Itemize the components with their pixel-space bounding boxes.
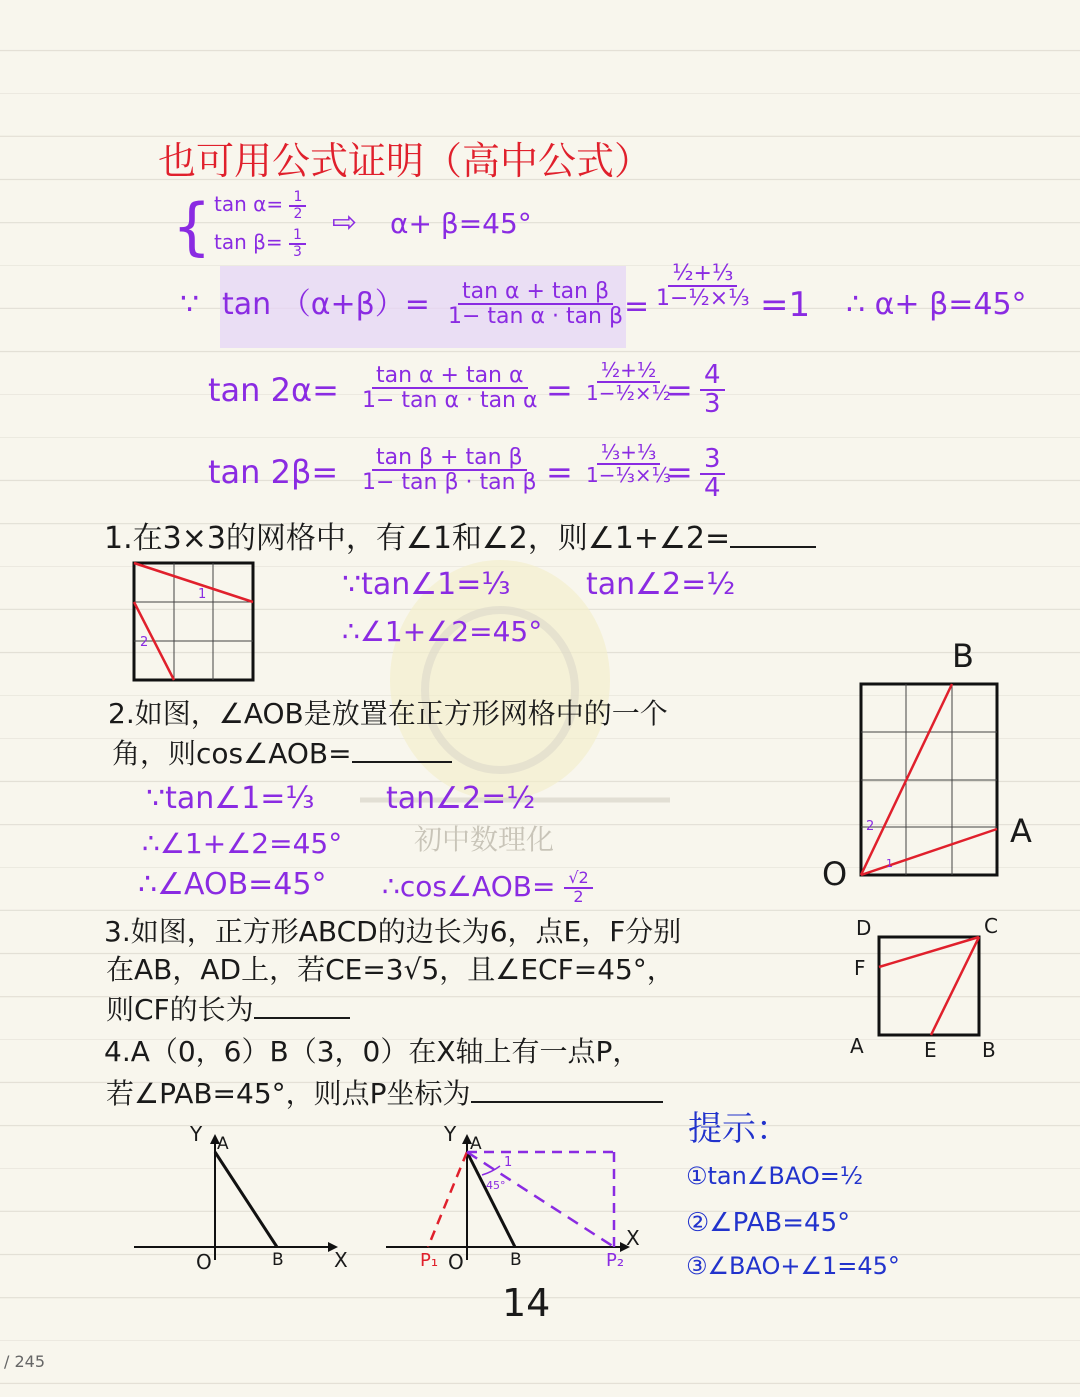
because-symbol: ∵: [180, 287, 200, 322]
tan-sum-lhs: tan （α+β）=: [222, 287, 430, 322]
q1-angle-1-label: 1: [198, 587, 207, 602]
equals-sign: =: [666, 371, 693, 409]
q2-angle-1-label: 1: [886, 857, 893, 870]
q4-fig2-o-label: O: [448, 1250, 464, 1274]
tan-sum-result: =1: [760, 285, 811, 325]
q1-solution-3: ∴∠1+∠2=45°: [342, 615, 543, 648]
q1-solution-2: tan∠2=½: [586, 567, 736, 602]
q2-solution-3: ∴∠1+∠2=45°: [142, 827, 343, 860]
tan-alpha-given: tan α= $\frac{1}{2}$: [214, 190, 306, 221]
equals-sign: =: [546, 453, 573, 491]
given-conclusion: α+ β=45°: [390, 207, 532, 240]
q2-point-a: A: [1010, 812, 1032, 850]
q4-fig2-angle-45-label: 45°: [486, 1179, 506, 1192]
q3-point-b: B: [982, 1038, 996, 1062]
left-brace: {: [172, 190, 212, 263]
q2-solution-5: ∴cos∠AOB= $\frac{√2}{2}$: [382, 870, 593, 906]
q3-point-c: C: [984, 914, 998, 938]
q3-text-line1: 3.如图，正方形ABCD的边长为6，点E，F分别: [104, 915, 682, 948]
q4-fig1-a-label: A: [217, 1134, 229, 1154]
q4-fig2-y-label: Y: [444, 1122, 457, 1146]
page-number: 14: [502, 1281, 551, 1325]
hint-title: 提示：: [688, 1109, 790, 1149]
q2-text-line1: 2.如图，∠AOB是放置在正方形网格中的一个: [108, 697, 668, 730]
hint-3: ③∠BAO+∠1=45°: [686, 1252, 900, 1280]
tan-sum-formula: $\frac{\text{tan α + tan β}}{\text{1− tan α · tan β}}$: [448, 279, 624, 330]
q4-fig1-b-label: B: [272, 1250, 284, 1270]
q4-text-line2: 若∠PAB=45°，则点P坐标为: [106, 1080, 663, 1108]
q2-solution-4: ∴∠AOB=45°: [138, 867, 327, 902]
q4-fig2-x-label: X: [626, 1226, 640, 1250]
tan-2alpha-numeric: $\frac{\text{½+½}}{\text{1−½×½}}$: [586, 358, 672, 405]
q2-point-b: B: [952, 637, 974, 675]
q4-fig1-x-label: X: [334, 1248, 348, 1272]
tan-2beta-lhs: tan 2β=: [208, 453, 339, 491]
tan-2alpha-formula: $\frac{\text{tan α + tan α}}{\text{1− tan α · tan α}}$: [362, 363, 538, 414]
q3-text-line3: 则CF的长为: [106, 996, 350, 1024]
page-counter: / 245: [4, 1352, 46, 1371]
tan-beta-given: tan β= $\frac{1}{3}$: [214, 228, 306, 259]
tan-2alpha-lhs: tan 2α=: [208, 371, 339, 409]
watermark-text: 初中数理化: [414, 823, 555, 856]
implies-arrow: ⇨: [332, 205, 358, 240]
q2-angle-2-label: 2: [866, 819, 875, 834]
equals-sign: =: [666, 453, 693, 491]
tan-sum-numeric: $\frac{\text{½+⅓}}{\text{1−½×⅓}}$: [656, 261, 750, 312]
hint-1: ①tan∠BAO=½: [686, 1162, 864, 1190]
tan-2beta-numeric: $\frac{\text{⅓+⅓}}{\text{1−⅓×⅓}}$: [586, 440, 672, 487]
q3-point-f: F: [854, 956, 866, 980]
q1-angle-2-label: 2: [140, 635, 149, 650]
q4-fig2-a-label: A: [470, 1134, 482, 1154]
q4-fig2-angle-1-label: 1: [504, 1155, 513, 1170]
page-title: 也可用公式证明（高中公式）: [158, 139, 653, 183]
q4-fig1-o-label: O: [196, 1250, 212, 1274]
q2-point-o: O: [822, 855, 848, 893]
equals-sign: =: [546, 371, 573, 409]
q4-text-line1: 4.A（0，6）B（3，0）在X轴上有一点P，: [104, 1035, 641, 1068]
tan-2beta-formula: $\frac{\text{tan β + tan β}}{\text{1− tan β · tan β}}$: [362, 445, 537, 496]
q3-point-d: D: [856, 916, 872, 940]
q3-text-line2: 在AB，AD上，若CE=3√5，且∠ECF=45°，: [106, 953, 675, 986]
hint-2: ②∠PAB=45°: [686, 1208, 851, 1238]
q2-text-line2: 角，则cos∠AOB=: [112, 740, 452, 768]
q2-solution-2: tan∠2=½: [386, 781, 536, 816]
q1-solution-1: ∵tan∠1=⅓: [342, 567, 511, 602]
q3-point-a: A: [850, 1034, 864, 1058]
q2-solution-1: ∵tan∠1=⅓: [146, 781, 315, 816]
tan-2alpha-result: $\frac{4}{3}$: [700, 362, 725, 419]
q1-text: 1.在3×3的网格中，有∠1和∠2，则∠1+∠2=: [104, 524, 816, 554]
therefore-conclusion: ∴ α+ β=45°: [846, 287, 1027, 322]
q4-fig2-b-label: B: [510, 1250, 522, 1270]
q4-fig1-y-label: Y: [190, 1122, 203, 1146]
q3-point-e: E: [924, 1038, 937, 1062]
q4-fig2-p1-label: P₁: [420, 1250, 439, 1271]
q4-fig2-p2-label: P₂: [606, 1250, 625, 1271]
equals-sign: =: [624, 289, 650, 324]
tan-2beta-result: $\frac{3}{4}$: [700, 446, 725, 503]
